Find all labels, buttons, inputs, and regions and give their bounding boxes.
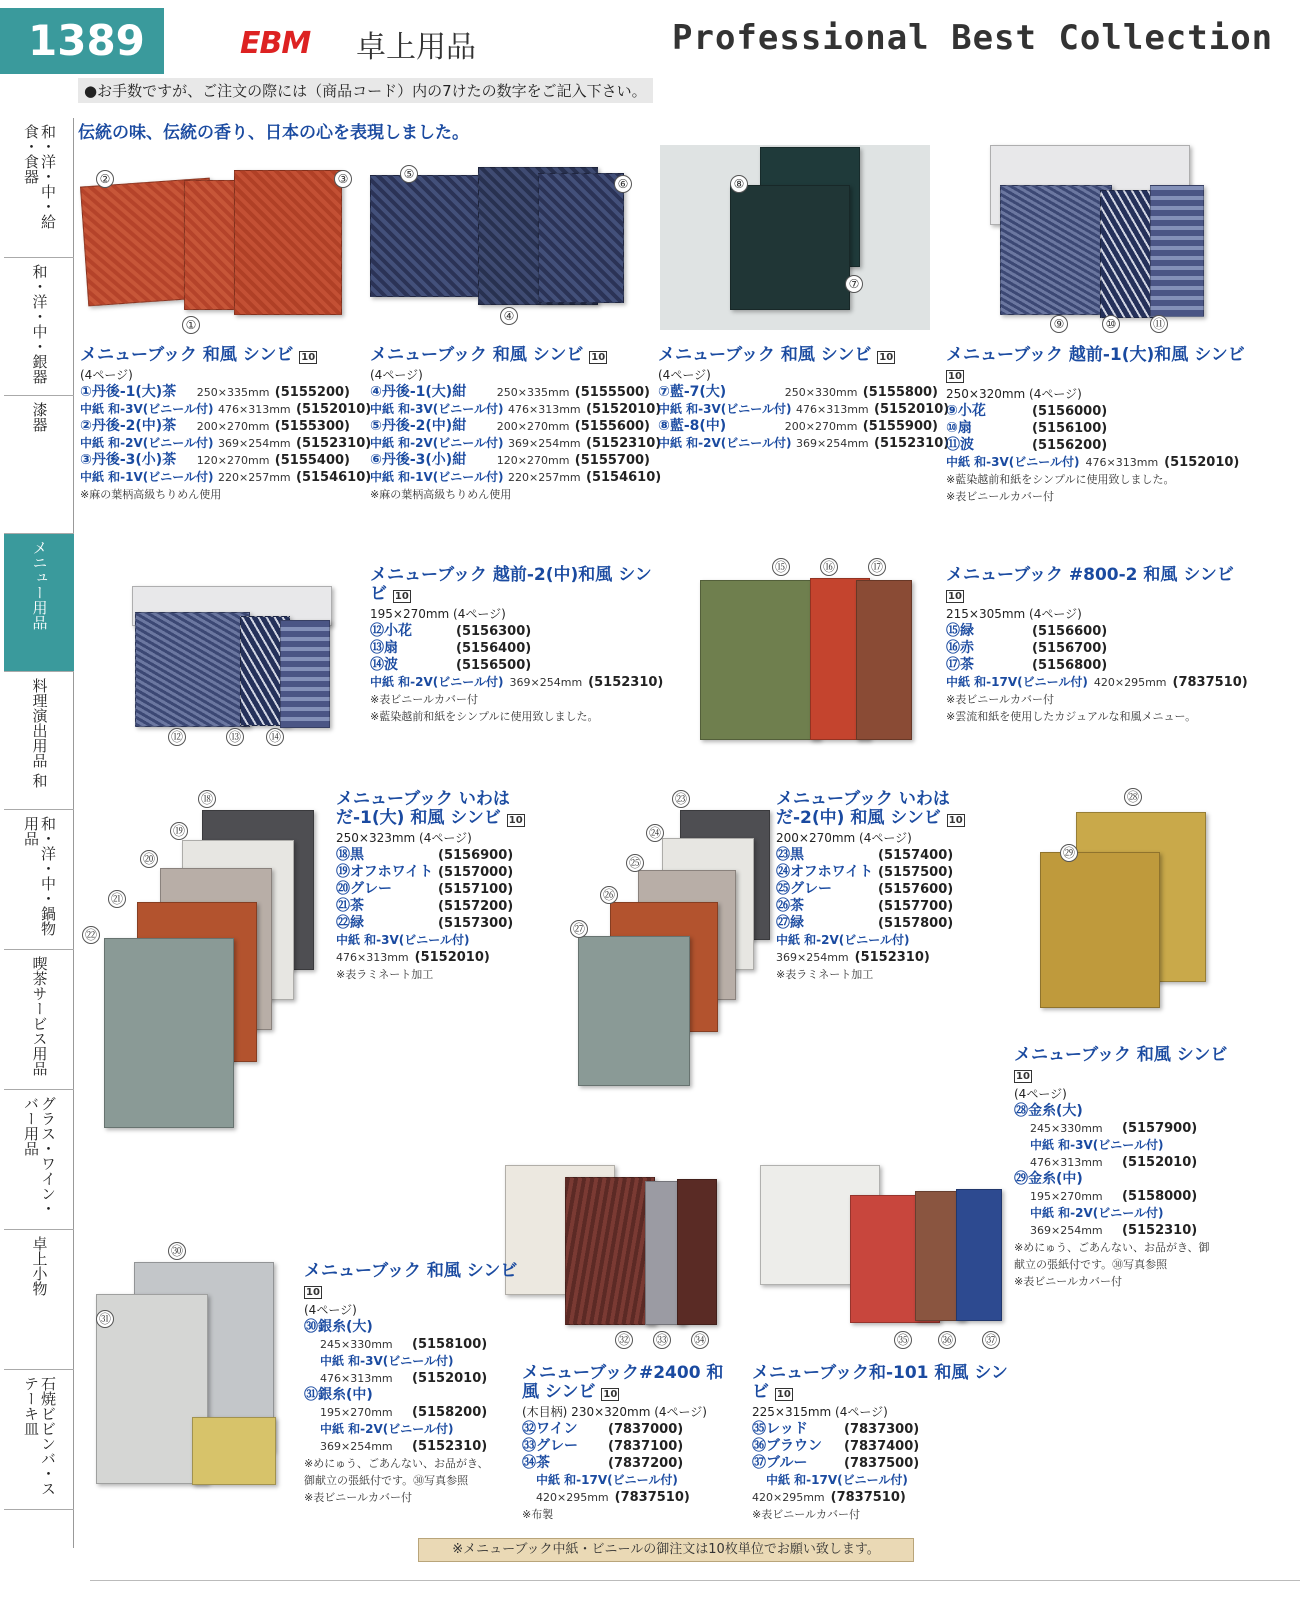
item-number-label: ⑪ xyxy=(1150,315,1168,333)
product-row: 369×254mm (5152310) xyxy=(320,1439,488,1454)
item-number-label: ㉓ xyxy=(672,790,690,808)
product-pages: 200×270mm (4ページ) xyxy=(776,831,912,845)
product-title: メニューブック 越前-1(大)和風 シンビ xyxy=(946,345,1245,365)
sidebar-item-hotpot[interactable]: 和・洋・中・鍋物用品 xyxy=(4,810,74,950)
product-block-gold-thread xyxy=(1014,1046,1244,1290)
product-row: ㉓黒 (5157400) xyxy=(776,847,954,863)
product-row: 420×295mm (7837510) xyxy=(752,1490,906,1505)
sidebar-item-cafe[interactable]: 喫茶サービス用品 xyxy=(4,950,74,1090)
product-row: 中紙 和-2V(ビニール付) 369×254mm (5152310) xyxy=(658,436,950,451)
item-number-label: ⑯ xyxy=(820,558,838,576)
item-number-label: ㉗ xyxy=(570,920,588,938)
item-number-label: ㉘ xyxy=(1124,788,1142,806)
product-pages: 225×315mm (4ページ) xyxy=(752,1405,888,1419)
product-row: 195×270mm (5158000) xyxy=(1030,1189,1198,1204)
category-sidebar xyxy=(4,118,74,1548)
product-row: ③丹後-3(小)茶 120×270mm (5155400) xyxy=(80,452,350,468)
product-note: ※表ラミネート加工 xyxy=(336,968,434,981)
product-title: メニューブック #800-2 和風 シンビ xyxy=(946,565,1234,585)
item-number-label: ⑨ xyxy=(1050,315,1068,333)
item-number-label: ㉞ xyxy=(691,1331,709,1349)
item-number-label: ② xyxy=(96,170,114,188)
product-title: メニューブック和-101 和風 シンビ xyxy=(752,1363,1008,1402)
product-row: ㉑茶 (5157200) xyxy=(336,898,514,914)
item-number-label: ⑫ xyxy=(168,728,186,746)
item-number-label: ⑥ xyxy=(614,175,632,193)
collection-title: Professional Best Collection xyxy=(672,18,1274,58)
item-number-label: ⑩ xyxy=(1102,315,1120,333)
sidebar-item-food-presentation[interactable]: 料理演出用品 和 xyxy=(4,672,74,810)
product-row: 中紙 和-2V(ビニール付) xyxy=(1030,1206,1164,1220)
product-block-tango-navy xyxy=(370,345,662,503)
product-row: ⑤丹後-2(中)紺 200×270mm (5155600) xyxy=(370,418,650,434)
quantity-badge: 10 xyxy=(301,352,316,363)
product-row: 245×330mm (5157900) xyxy=(1030,1121,1198,1136)
product-image-iwahada-medium xyxy=(560,790,780,1090)
product-title: メニューブック 和風 シンビ xyxy=(304,1261,518,1281)
product-row: ②丹後-2(中)茶 200×270mm (5155300) xyxy=(80,418,350,434)
product-row: ㉟レッド (7837300) xyxy=(752,1421,920,1437)
product-row: ⑫小花 (5156300) xyxy=(370,623,532,639)
product-note: ※藍染越前和紙をシンプルに使用致しました。 xyxy=(946,473,1175,486)
product-block-silver-thread xyxy=(304,1262,524,1506)
item-number-label: ㉜ xyxy=(615,1331,633,1349)
product-row: ⑨小花 (5156000) xyxy=(946,403,1108,419)
product-image-wa-101 xyxy=(760,1165,1010,1355)
product-block-tango-brown xyxy=(80,345,372,503)
order-unit-notice: ※メニューブック中紙・ビニールの御注文は10枚単位でお願い致します。 xyxy=(418,1538,914,1562)
product-image-silver-thread xyxy=(96,1242,282,1492)
item-number-label: ⑮ xyxy=(772,558,790,576)
divider xyxy=(90,1580,1300,1581)
product-row: ㉔オフホワイト (5157500) xyxy=(776,864,954,880)
product-image-tango-navy xyxy=(370,165,630,330)
item-number-label: ㉕ xyxy=(626,854,644,872)
product-note: ※麻の葉柄高級ちりめん使用 xyxy=(370,488,512,501)
sidebar-item-table-accessories[interactable]: 卓上小物 xyxy=(4,1230,74,1370)
product-row: 245×330mm (5158100) xyxy=(320,1337,488,1352)
product-row: 中紙 和-2V(ビニール付) 369×254mm (5152310) xyxy=(80,436,372,451)
product-image-iwahada-large xyxy=(82,790,332,1135)
product-row: 中紙 和-1V(ビニール付) 220×257mm (5154610) xyxy=(80,470,372,485)
product-row: ①丹後-1(大)茶 250×335mm (5155200) xyxy=(80,384,350,400)
product-row: 中紙 和-17V(ビニール付) xyxy=(766,1473,908,1487)
product-row: ㉛銀糸(中) xyxy=(304,1387,373,1403)
item-number-label: ㉚ xyxy=(168,1242,186,1260)
product-title: メニューブック 越前-2(中)和風 シンビ xyxy=(370,565,652,604)
product-row: 中紙 和-2V(ビニール付) xyxy=(776,933,910,947)
item-number-label: ⑳ xyxy=(140,850,158,868)
product-block-ai xyxy=(658,345,950,452)
product-pages: (4ページ) xyxy=(304,1303,357,1317)
product-row: ⑭波 (5156500) xyxy=(370,657,532,673)
item-number-label: ㊲ xyxy=(982,1331,1000,1349)
product-row: ⑥丹後-3(小)紺 120×270mm (5155700) xyxy=(370,452,650,468)
product-image-echizen-medium xyxy=(130,586,340,746)
product-row: ⑳グレー (5157100) xyxy=(336,881,514,897)
product-row: ⑪波 (5156200) xyxy=(946,437,1108,453)
item-number-label: ⑤ xyxy=(400,165,418,183)
product-note: ※表ビニールカバー付 xyxy=(946,693,1054,706)
item-number-label: ㉛ xyxy=(96,1310,114,1328)
product-row: ㉝グレー (7837100) xyxy=(522,1438,684,1454)
product-row: ㉜ワイン (7837000) xyxy=(522,1421,684,1437)
product-note: ※表ビニールカバー付 xyxy=(304,1491,412,1504)
quantity-badge: 10 xyxy=(948,591,962,602)
product-block-wa-101 xyxy=(752,1364,1012,1523)
item-number-label: ③ xyxy=(334,170,352,188)
product-row: ⑧藍-8(中) 200×270mm (5155900) xyxy=(658,418,938,434)
product-pages: (4ページ) xyxy=(1014,1087,1067,1101)
product-row: 中紙 和-3V(ビニール付) xyxy=(1030,1138,1164,1152)
item-number-label: ⑧ xyxy=(730,175,748,193)
product-row: ㉗緑 (5157800) xyxy=(776,915,954,931)
item-number-label: ㉖ xyxy=(600,886,618,904)
brand-logo: EBM xyxy=(240,26,311,61)
item-number-label: ⑱ xyxy=(198,790,216,808)
item-number-label: ㉝ xyxy=(653,1331,671,1349)
product-note: ※麻の葉柄高級ちりめん使用 xyxy=(80,488,222,501)
sidebar-item-menu[interactable]: メニュー用品 xyxy=(4,534,74,672)
page-number: 1389 xyxy=(0,8,164,74)
product-block-iwahada-large xyxy=(336,790,556,983)
product-pages: (4ページ) xyxy=(370,368,423,382)
item-number-label: ㉔ xyxy=(646,824,664,842)
product-row: 中紙 和-2V(ビニール付) 369×254mm (5152310) xyxy=(370,436,662,451)
quantity-badge: 10 xyxy=(394,591,409,602)
product-row: ㉕グレー (5157600) xyxy=(776,881,954,897)
item-number-label: ㊱ xyxy=(938,1331,956,1349)
product-image-echizen-large xyxy=(990,145,1215,330)
product-row: ⑬扇 (5156400) xyxy=(370,640,532,656)
product-pages: (木目柄) 230×320mm (4ページ) xyxy=(522,1405,707,1419)
product-row: 中紙 和-3V(ビニール付) 476×313mm (5152010) xyxy=(80,402,372,417)
product-note: ※めにゅう、ごあんない、お品がき、御献立の張紙付です。㉚写真参照 xyxy=(304,1457,489,1487)
product-row: ④丹後-1(大)紺 250×335mm (5155500) xyxy=(370,384,650,400)
sidebar-item-stone-plates[interactable]: 石焼ビビンバ・ステーキ皿 xyxy=(4,1370,74,1510)
item-number-label: ⑦ xyxy=(845,275,863,293)
product-block-echizen-large xyxy=(946,346,1246,505)
product-pages: 215×305mm (4ページ) xyxy=(946,607,1082,621)
product-block-800-2 xyxy=(946,566,1246,725)
product-note: ※表ビニールカバー付 xyxy=(946,490,1054,503)
sidebar-item-tableware[interactable]: 和・洋・中・給食・食器 xyxy=(4,118,74,258)
product-row: ⑦藍-7(大) 250×330mm (5155800) xyxy=(658,384,938,400)
product-pages: (4ページ) xyxy=(80,368,133,382)
item-number-label: ㉒ xyxy=(82,926,100,944)
product-pages: 250×320mm (4ページ) xyxy=(946,387,1082,401)
sidebar-item-glass-bar[interactable]: グラス・ワイン・バー用品 xyxy=(4,1090,74,1230)
product-note: ※表ビニールカバー付 xyxy=(752,1508,860,1521)
product-pages: (4ページ) xyxy=(658,368,711,382)
category-title: 卓上用品 xyxy=(356,30,476,65)
product-row: ⑩扇 (5156100) xyxy=(946,420,1108,436)
item-number-label: ⑬ xyxy=(226,728,244,746)
sidebar-item-silverware[interactable]: 和・洋・中・銀器 xyxy=(4,258,74,396)
product-row: 476×313mm (5152010) xyxy=(336,950,490,965)
product-row: ㉒緑 (5157300) xyxy=(336,915,514,931)
item-number-label: ① xyxy=(182,316,200,334)
product-note: ※表ラミネート加工 xyxy=(776,968,874,981)
item-number-label: ⑲ xyxy=(170,822,188,840)
product-title: メニューブック 和風 シンビ xyxy=(658,345,872,365)
quantity-badge: 10 xyxy=(948,371,962,382)
product-row: ㉙金糸(中) xyxy=(1014,1171,1083,1187)
product-row: ㉞茶 (7837200) xyxy=(522,1455,684,1471)
quantity-badge: 10 xyxy=(879,352,894,363)
product-block-iwahada-medium xyxy=(776,790,996,983)
product-row: 195×270mm (5158200) xyxy=(320,1405,488,1420)
item-number-label: ⑰ xyxy=(868,558,886,576)
product-title: メニューブック 和風 シンビ xyxy=(1014,1045,1228,1065)
product-row: 476×313mm (5152010) xyxy=(1030,1155,1198,1170)
product-row: 中紙 和-17V(ビニール付) 420×295mm (7837510) xyxy=(946,675,1248,690)
quantity-badge: 10 xyxy=(508,815,523,826)
item-number-label: ㉟ xyxy=(894,1331,912,1349)
item-number-label: ⑭ xyxy=(266,728,284,746)
product-row: 369×254mm (5152310) xyxy=(1030,1223,1198,1238)
product-row: 中紙 和-3V(ビニール付) xyxy=(336,933,470,947)
sidebar-item-lacquerware[interactable]: 漆器 xyxy=(4,396,74,534)
product-title: メニューブック 和風 シンビ xyxy=(370,345,584,365)
product-row: 中紙 和-2V(ビニール付) 369×254mm (5152310) xyxy=(370,675,664,690)
product-row: ㉖茶 (5157700) xyxy=(776,898,954,914)
quantity-badge: 10 xyxy=(591,352,606,363)
product-row: 中紙 和-3V(ビニール付) 476×313mm (5152010) xyxy=(370,402,662,417)
page-headline: 伝統の味、伝統の香り、日本の心を表現しました。 xyxy=(78,123,469,143)
quantity-badge: 10 xyxy=(306,1287,320,1298)
product-row: 中紙 和-3V(ビニール付) 476×313mm (5152010) xyxy=(946,455,1240,470)
item-number-label: ④ xyxy=(500,307,518,325)
product-row: ⑲オフホワイト (5157000) xyxy=(336,864,514,880)
product-row: ⑯赤 (5156700) xyxy=(946,640,1108,656)
product-title: メニューブック#2400 和風 シンビ xyxy=(522,1363,724,1402)
product-image-800-2 xyxy=(700,558,930,758)
product-row: ⑱黒 (5156900) xyxy=(336,847,514,863)
product-block-2400 xyxy=(522,1364,732,1523)
product-title: メニューブック いわはだ-1(大) 和風 シンビ xyxy=(336,789,510,828)
product-title: メニューブック いわはだ-2(中) 和風 シンビ xyxy=(776,789,950,828)
product-row: 中紙 和-3V(ビニール付) 476×313mm (5152010) xyxy=(658,402,950,417)
product-row: ⑰茶 (5156800) xyxy=(946,657,1108,673)
product-pages: 195×270mm (4ページ) xyxy=(370,607,506,621)
product-row: 中紙 和-17V(ビニール付) xyxy=(536,1473,678,1487)
order-notice: ●お手数ですが、ご注文の際には（商品コード）内の7けたの数字をご記入下さい。 xyxy=(78,78,653,103)
product-row: 中紙 和-3V(ビニール付) xyxy=(320,1354,454,1368)
product-block-echizen-medium xyxy=(370,565,664,725)
quantity-badge: 10 xyxy=(776,1389,791,1400)
product-title: メニューブック 和風 シンビ xyxy=(80,345,294,365)
product-image-2400 xyxy=(505,1165,725,1355)
product-note: ※雲流和紙を使用したカジュアルな和風メニュー。 xyxy=(946,710,1197,723)
product-note: ※表ビニールカバー付 xyxy=(1014,1275,1122,1288)
product-row: 中紙 和-2V(ビニール付) xyxy=(320,1422,454,1436)
item-number-label: ㉑ xyxy=(108,890,126,908)
product-row: ㊱ブラウン (7837400) xyxy=(752,1438,920,1454)
product-note: ※めにゅう、ごあんない、お品がき、御献立の張紙付です。㉚写真参照 xyxy=(1014,1241,1210,1271)
quantity-badge: 10 xyxy=(948,815,963,826)
product-row: ㉚銀糸(大) xyxy=(304,1319,373,1335)
product-note: ※藍染越前和紙をシンプルに使用致しました。 xyxy=(370,710,599,723)
item-number-label: ㉙ xyxy=(1060,844,1078,862)
product-row: ㉘金糸(大) xyxy=(1014,1103,1083,1119)
product-row: 369×254mm (5152310) xyxy=(776,950,930,965)
product-image-tango-brown xyxy=(84,170,349,332)
product-pages: 250×323mm (4ページ) xyxy=(336,831,472,845)
product-row: ㊲ブルー (7837500) xyxy=(752,1455,920,1471)
product-row: ⑮緑 (5156600) xyxy=(946,623,1108,639)
quantity-badge: 10 xyxy=(1016,1071,1030,1082)
product-note: ※布製 xyxy=(522,1508,554,1521)
product-image-gold-thread xyxy=(1040,788,1210,1018)
product-row: 中紙 和-1V(ビニール付) 220×257mm (5154610) xyxy=(370,470,662,485)
product-row: 420×295mm (7837510) xyxy=(536,1490,690,1505)
product-row: 476×313mm (5152010) xyxy=(320,1371,488,1386)
product-note: ※表ビニールカバー付 xyxy=(370,693,478,706)
quantity-badge: 10 xyxy=(603,1389,618,1400)
product-image-ai xyxy=(660,145,930,330)
